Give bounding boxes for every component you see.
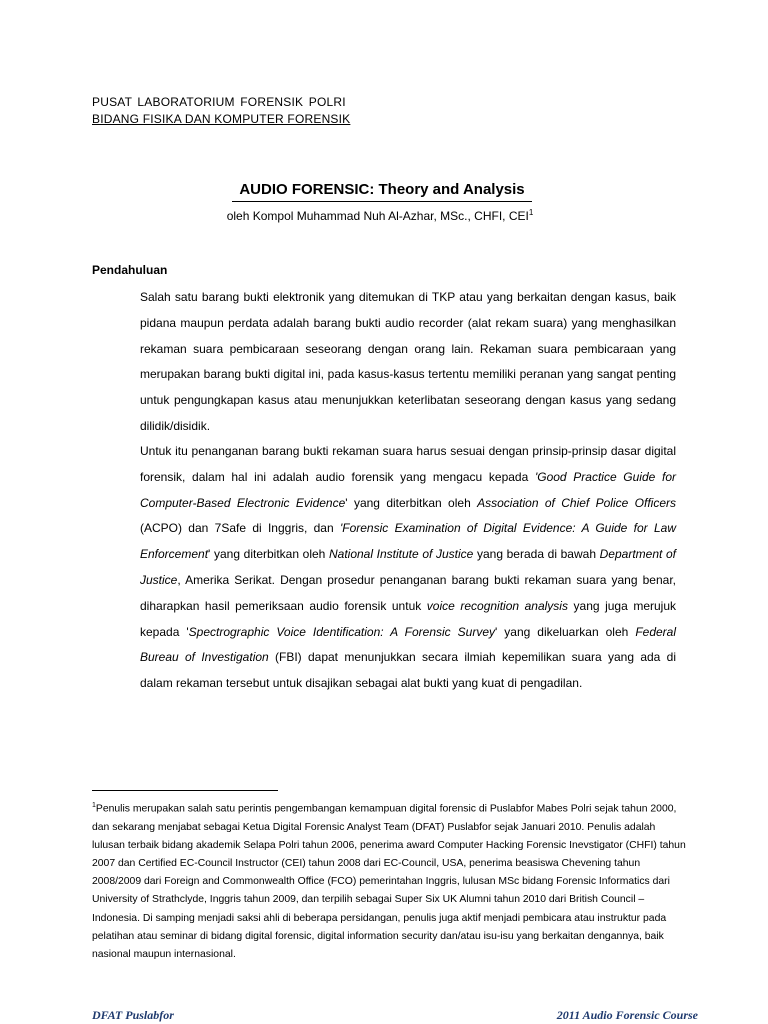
document-title: AUDIO FORENSIC: Theory and Analysis xyxy=(232,181,532,202)
p2-italic: Department of Justice xyxy=(140,547,676,587)
p2-text: yang berada di bawah xyxy=(473,547,600,562)
footnote-separator xyxy=(92,790,278,791)
author-byline xyxy=(180,208,580,223)
p2-text: (ACPO) dan 7Safe di Inggris, dan xyxy=(140,521,340,536)
footer-left: DFAT Puslabfor xyxy=(92,1008,174,1022)
header-division: BIDANG FISIKA DAN KOMPUTER FORENSIK xyxy=(92,112,351,126)
p2-italic: Federal Bureau of Investigation xyxy=(140,624,676,665)
footnote-marker: 1 xyxy=(92,802,96,809)
author-text: oleh Kompol Muhammad Nuh Al-Azhar, MSc., CHFI, CEI xyxy=(226,209,529,223)
p2-italic: National Institute of Justice xyxy=(328,547,474,562)
p2-text: Untuk itu penanganan barang bukti rekaman suara harus sesuai dengan prinsip-prinsip dasar digital forensik, dalam hal ini adalah audio forensik yang mengacu kepada xyxy=(140,444,676,484)
p2-text: ' yang diterbitkan oleh xyxy=(208,547,329,562)
footnote-ref: 1 xyxy=(528,208,534,217)
paragraph-2 xyxy=(140,439,676,697)
p2-italic: voice recognition analysis xyxy=(426,598,568,613)
p2-text: yang juga merujuk kepada ' xyxy=(140,598,677,639)
section-heading: Pendahuluan xyxy=(92,263,168,277)
p2-text: (FBI) dapat menunjukkan secara ilmiah kepemilikan suara yang ada di dalam rekaman tersebut untuk disajikan sebagai alat bukti yang kuat di pengadilan. xyxy=(140,650,676,691)
footnote-text: Penulis merupakan salah satu perintis pengembangan kemampuan digital forensic di Puslabfor Mabes Polri sejak tahun 2000, dan sekarang menjabat sebagai Ketua Digital Forensic Analyst Team (DFAT) Puslabfor sejak Januari 2010. Penulis adalah lulusan terbaik bidang akademik Selapa Polri tahun 2006, penerima award Computer Hacking Forensic Inevstigator (CHFI) tahun 2007 dan Certified EC-Council Instructor (CEI) tahun 2008 dari EC-Council, USA, penerima beasiswa Chevening tahun 2008/2009 dari Foreign and Commonwealth Office (FCO) pemerintahan Inggris, lulusan MSc bidang Forensic Informatics dari University of Strathclyde, Inggris tahun 2009, dan terpilih sebagai Super Six UK Alumni tahun 2010 dari British Council – Indonesia. Di samping menjadi saksi ahli di beberapa persidangan, penulis juga aktif menjadi pembicara atau instruktur pada pelatihan atau seminar di bidang digital forensic, digital information security dan/atau isu-isu yang berkaitan dengannya, baik nasional maupun internasional. xyxy=(92,803,686,961)
paragraph-1: Salah satu barang bukti elektronik yang ditemukan di TKP atau yang berkaitan dengan kasus, baik pidana maupun perdata adalah barang bukti audio recorder (alat rekam suara) yang menghasilkan rekaman suara pembicaraan seseorang dengan orang lain. Rekaman suara pembicaraan yang merupakan barang bukti digital ini, pada kasus-kasus tertentu memiliki peranan yang sangat penting untuk pengungkapan kasus atau menunjukkan keterlibatan seseorang dengan kasus yang sedang dilidik/disidik. xyxy=(140,290,676,433)
p2-italic: 'Good Practice Guide for Computer-Based Electronic Evidence xyxy=(140,469,676,510)
p2-text: ' yang diterbitkan oleh xyxy=(345,495,478,510)
p2-text: ' yang dikeluarkan oleh xyxy=(495,624,636,639)
p2-italic: Spectrographic Voice Identification: A Forensic Survey xyxy=(188,624,496,639)
header-institution: PUSAT LABORATORIUM FORENSIK POLRI xyxy=(92,95,346,109)
footnote xyxy=(92,797,686,964)
p2-italic: Association of Chief Police Officers xyxy=(477,495,677,510)
p2-italic: 'Forensic Examination of Digital Evidence: A Guide for Law Enforcement xyxy=(140,521,676,562)
p2-text: , Amerika Serikat. Dengan prosedur penanganan barang bukti rekaman suara yang benar, diharapkan hasil pemeriksaan audio forensik untuk xyxy=(140,572,676,613)
footer-right: 2011 Audio Forensic Course xyxy=(556,1008,698,1022)
